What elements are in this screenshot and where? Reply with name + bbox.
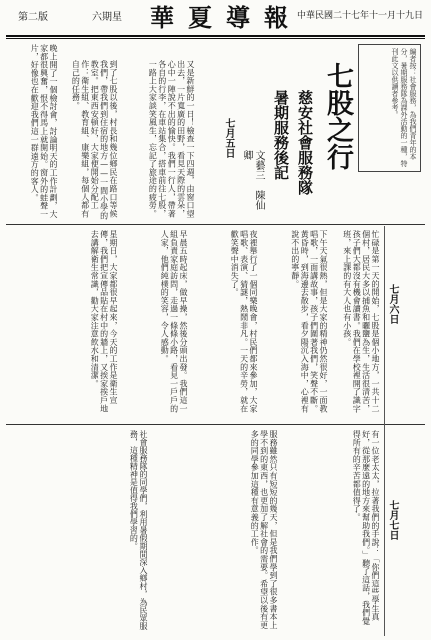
article-subtitle: 慈安社會服務隊 <box>296 90 314 195</box>
masthead <box>150 2 290 34</box>
issue-date: 中華民國二十七年十一月十九日 <box>296 11 423 21</box>
page-header <box>0 0 431 40</box>
column-divider <box>384 226 385 636</box>
masthead-char: 夏 <box>188 3 214 32</box>
article-column: 忙碌是第一天的開始，七股是個小地方，一共十二個村，居民大多以捕魚和曬鹽為生，生活很清苦，孩子們大都沒有機會讀書。我們在學校裡開了識字班，來上課的有大人也有小孩。 <box>342 230 380 413</box>
article-author: 文藝三 陳仙卿 <box>241 150 264 210</box>
article-column: 服務雖然只有短短的幾天，但是我們學到了很多書本上學不到的東西，也更加了解社會的需要。希望以後有更多的同學參加這種有意義的工作。 <box>250 430 278 630</box>
day-marker: 七月六日 <box>387 284 398 324</box>
article-column: 到了七股以後，村長和幾位鄉民在路口等候我們，帶我們到住宿的地方——一間小學的教室。把東西安頓好，大家便開始分配工作：衛生組、教育組、康樂組，每個人都有自己的任務。 <box>71 60 118 220</box>
issue-day: 六期星 <box>92 12 122 23</box>
article-column: 有一位老太太，拉著我們的手說：「你們這些學生真好，從那麼遠的地方來幫助我們。」聽了這話，我們覺得所有的辛苦都值得了。 <box>352 430 380 626</box>
page-number: 第二版 <box>18 12 48 23</box>
article-subtitle: 暑期服務後記 <box>272 90 290 180</box>
header-rule <box>6 35 425 37</box>
article-column: 星期日，大家都很早起來，今天的工作是衛生宣傳，我們把宣傳品貼在村中的牆上，又挨家挨戶地去講解衛生常識，勸大家注意飲水和清潔。 <box>90 230 118 413</box>
day-marker: 七月五日 <box>223 118 234 158</box>
section-divider <box>6 424 425 425</box>
article-column: 晚上開了一個檢討會，討論明天的工作計劃，大家都很興奮，恨不得馬上就開始。窗外的蛙聲一片，好像也在歡迎我們這一群遠方的客人。 <box>30 44 58 219</box>
masthead-char: 導 <box>226 3 252 32</box>
masthead-char: 華 <box>150 3 176 32</box>
day-marker: 七月七日 <box>387 500 398 540</box>
article-column: 下午天氣很熱，但是大家的精神仍然很好，一面教唱歌，一面講故事，孩子們圍著我們，笑聲不斷。黃昏時，到海邊去散步，看夕陽沉入海中，心裡有說不出的寧靜。 <box>290 230 328 413</box>
article-column: 又是新鮮的一日！檢查一下四週，由窗口望出去，一片寬廣的田野，看見天際的雲朵，心中一陣說不出的愉快。我們一行人，帶著各自的行李，在車站集合，搭車前往七股，一路上大家談笑風生，忘記了旅途的疲勞。 <box>148 60 195 218</box>
header-rule <box>6 38 425 39</box>
masthead-char: 報 <box>264 3 290 32</box>
section-divider <box>6 224 425 225</box>
article-title: 七股之行 <box>322 62 353 170</box>
editor-note: 編者按：社會服務，為我們青年的本分，暑期服務隊為課外活動的一種，特刊此文以供讀者參考。 <box>358 44 421 172</box>
blurb: 社會服務隊的同學們，利用暑假期間深入鄉村，為民眾服務，這種精神是值得我們學習的。 <box>129 430 148 630</box>
article-column: 夜裡舉行了一個同樂晚會，村民們都來參加，大家唱歌、表演、猜謎，熱鬧非凡。一天的辛勞，就在歡笑聲中消失了。 <box>230 230 258 413</box>
article-column: 早晨五時起床，做早操，然後分頭出發。我們這一組負責家庭訪問，走過一條條小路，看見一戶戶的人家，他們純樸的笑容，令人感動。 <box>160 230 188 413</box>
